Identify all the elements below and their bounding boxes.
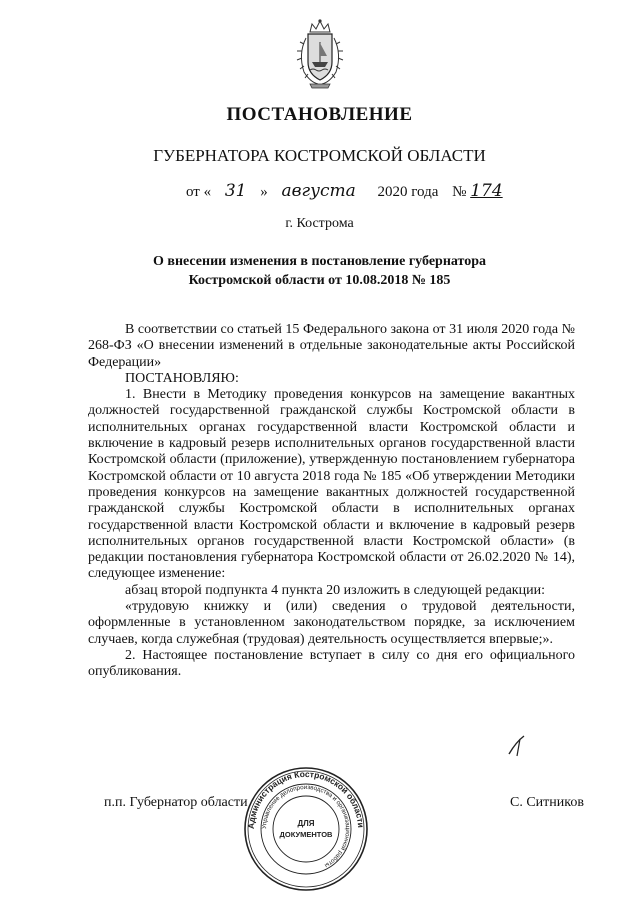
- official-stamp: [242, 765, 370, 893]
- paragraph-decree: ПОСТАНОВЛЯЮ:: [125, 370, 239, 386]
- dateline-number-sign: №: [452, 184, 467, 200]
- stamp-inner-text: Управление делопроизводства и организационной работы: [260, 783, 352, 869]
- handwritten-mark: [506, 734, 528, 758]
- document-body: [88, 322, 575, 681]
- city-line: г. Кострома: [285, 216, 354, 231]
- paragraph-item-1: 1. Внести в Методику проведения конкурсов на замещение вакантных должностей государственной гражданской службы Костромской области в исполнительных органах государственной власти Костромской области и включение в кадровый резерв исполнительных органов государственной власти Костромской области (приложение), утвержденную постановлением губернатора Костромской области от 10 августа 2018 года № 185 «Об утверждении Методики проведения конкурсов на замещение вакантных должностей государственной гражданской службы Костромской области в исполнительных органах государственной власти Костромской области и включение в кадровый резерв исполнительных органов государственной власти Костромской области» (в редакции постановления губернатора Костромской области от 26.02.2020 № 14), следующее изменение:: [88, 387, 575, 582]
- signature-left: п.п. Губернатор области: [104, 795, 248, 810]
- stamp-center-line-2: ДОКУМЕНТОВ: [279, 830, 333, 839]
- document-type-title: ПОСТАНОВЛЕНИЕ: [226, 104, 413, 125]
- heading-line-2: Костромской области от 10.08.2018 № 185: [188, 273, 451, 288]
- heading-line-1: О внесении изменения в постановление губернатора: [153, 254, 486, 269]
- dateline: [186, 181, 503, 201]
- stamp-center-line-1: ДЛЯ: [297, 819, 315, 828]
- stamp-ring-text: Администрация Костромской области: [245, 768, 367, 830]
- dateline-prefix: от «: [186, 184, 212, 200]
- paragraph-amendment-text: «трудовую книжку и (или) сведения о трудовой деятельности, оформленные в установленном законодательством порядке, за исключением случаев, когда служебная (трудовая) деятельность осуществляется впервые;».: [88, 599, 575, 647]
- dateline-year: 2020 года: [377, 184, 439, 200]
- dateline-close-quote: »: [260, 184, 268, 200]
- paragraph-item-2: 2. Настоящее постановление вступает в силу со дня его официального опубликования.: [88, 647, 575, 680]
- paragraph-preamble: В соответствии со статьей 15 Федерального закона от 31 июля 2020 года № 268-ФЗ «О внесении изменений в отдельные законодательные акты Российской Федерации»: [88, 322, 575, 370]
- dateline-month: августа: [281, 181, 356, 201]
- paragraph-amendment-intro: абзац второй подпункта 4 пункта 20 изложить в следующей редакции:: [125, 582, 545, 598]
- signature-right: С. Ситников: [510, 795, 584, 810]
- document-heading: [0, 252, 639, 290]
- dateline-number: 174: [470, 181, 503, 201]
- issuer-title: ГУБЕРНАТОРА КОСТРОМСКОЙ ОБЛАСТИ: [153, 146, 486, 165]
- coat-of-arms-emblem: [292, 18, 348, 90]
- dateline-day: 31: [224, 181, 247, 201]
- kostroma-coat-of-arms-icon: [292, 18, 348, 90]
